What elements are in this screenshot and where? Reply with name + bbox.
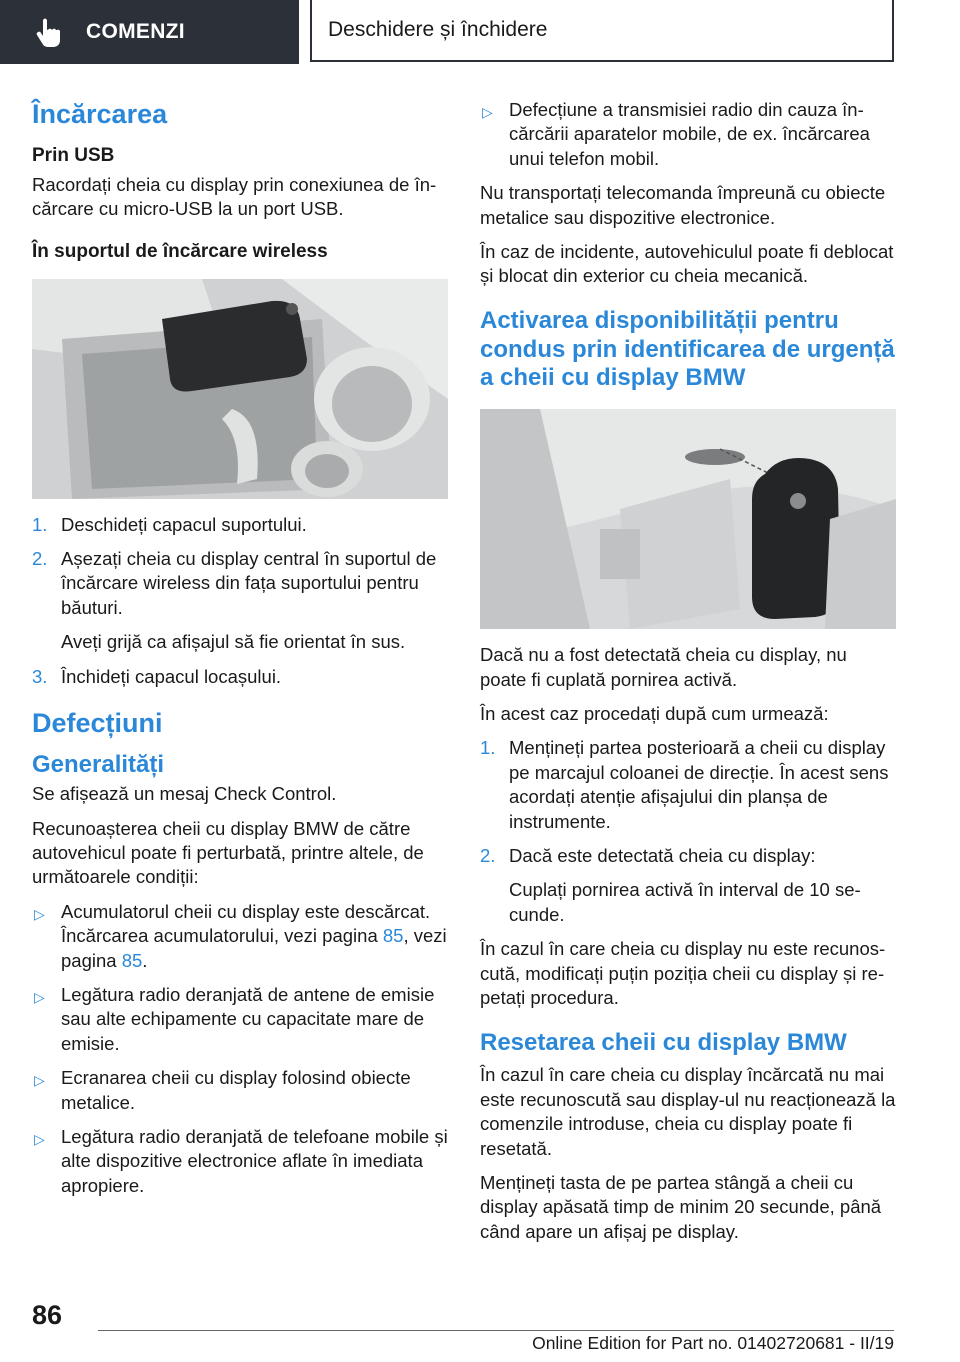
left-column — [32, 98, 448, 1208]
list-item — [480, 844, 896, 927]
triangle-bullet-icon: ▷ — [34, 989, 45, 1006]
bullet-text: , vezi pagina — [61, 925, 447, 971]
step-text: Mențineți partea posterioară a cheii cu display pe marcajul coloanei de direcție. În acest sens acordați atenție afișajului din planșa de instrumente. — [509, 737, 889, 832]
step-number: 1. — [32, 513, 48, 535]
heading-general: Generalități — [32, 751, 165, 779]
heading-faults: Defecțiuni — [32, 708, 163, 739]
conditions-list-continued — [480, 98, 896, 171]
heading-emergency-detection: Activarea disponibilității pentru condus prin identificarea de urgență a cheii cu display BMW — [480, 306, 895, 392]
step-number: 1. — [480, 737, 496, 759]
list-item — [32, 513, 448, 537]
page-number: 86 — [32, 1300, 63, 1330]
step-number: 2. — [32, 547, 48, 569]
metal-objects-paragraph: Nu transportați telecomanda împreună cu obiecte metalice sau dispozitive electronice. — [480, 182, 886, 228]
wireless-charger-photo — [32, 279, 448, 499]
footer-divider — [98, 1330, 894, 1331]
subheading-wireless: În suportul de încărcare wireless — [32, 240, 328, 262]
step-text: Așezați cheia cu display central în suportul de încărcare wireless din fața suportului pentru băuturi. — [61, 547, 437, 618]
header-page-title-tab — [310, 0, 894, 62]
triangle-bullet-icon: ▷ — [34, 1072, 45, 1089]
emergency-steps-list — [480, 736, 896, 927]
page-link[interactable]: 85 — [121, 949, 143, 971]
step-number: 3. — [32, 665, 48, 687]
page-title: Deschidere și închidere — [328, 18, 548, 41]
list-item — [32, 1125, 448, 1198]
page-link[interactable]: 85 — [382, 925, 404, 947]
step-number: 2. — [480, 845, 496, 867]
bullet-text: Acumulatorul cheii cu display este descărcat. Încărcarea acumulatorului, vezi pagina — [61, 900, 431, 947]
reset-paragraph-1: În cazul în care cheia cu display încărcată nu mai este recunoscută sau display-ul nu reacționează la comenzile introduse, cheia cu display poate fi resetată. — [480, 1064, 896, 1159]
list-item — [32, 547, 448, 655]
usb-paragraph: Racordați cheia cu display prin conexiunea de încărcare cu micro-USB la un port USB. — [32, 174, 437, 220]
not-detected-paragraph: Dacă nu a fost detectată cheia cu display, nu poate fi cuplată pornirea activă. — [480, 644, 847, 690]
step-text: Închideți capacul locașului. — [61, 665, 282, 687]
bullet-text: Defecțiune a transmisiei radio din cauza încărcării aparatelor mobile, de ex. încărcarea unui telefon mobil. — [509, 99, 870, 169]
step-note: Cuplați pornirea activă în interval de 10 secunde. — [509, 879, 861, 925]
steering-column-key-photo — [480, 409, 896, 629]
list-item — [32, 1066, 448, 1115]
triangle-bullet-icon: ▷ — [34, 905, 45, 922]
header-section-tab — [0, 0, 299, 64]
general-paragraph-1: Se afișează un mesaj Check Control. — [32, 783, 337, 805]
mechanical-key-paragraph: În caz de incidente, autovehiculul poate fi deblocat și blocat din exterior cu cheia mecanică. — [480, 241, 894, 287]
general-paragraph-2: Recunoașterea cheii cu display BMW de către autovehicul poate fi perturbată, printre altele, de următoarele condiții: — [32, 817, 424, 888]
heading-charging: Încărcarea — [32, 99, 168, 129]
triangle-bullet-icon: ▷ — [34, 1131, 45, 1148]
not-recognized-paragraph: În cazul în care cheia cu display nu este recunoscută, modificați puțin poziția cheii cu display și repetați procedura. — [480, 938, 886, 1009]
triangle-bullet-icon: ▷ — [482, 104, 493, 120]
reset-paragraph-2: Mențineți tasta de pe partea stângă a cheii cu display apăsată timp de minim 20 secunde, până când apare un afișaj pe display. — [480, 1171, 882, 1242]
step-text: Deschideți capacul suportului. — [61, 513, 307, 535]
section-label: COMENZI — [86, 20, 185, 43]
subheading-usb: Prin USB — [32, 145, 115, 167]
bullet-text: Legătura radio deranjată de antene de emisie sau alte echipamente cu capacitate mare de emisie. — [61, 984, 435, 1054]
edition-label: Online Edition for Part no. 01402720681 - II/19 — [532, 1333, 894, 1353]
list-item — [480, 736, 896, 834]
list-item — [32, 983, 448, 1056]
hand-pointer-icon — [32, 15, 66, 49]
step-note: Aveți grijă ca afișajul să fie orientat în sus. — [61, 631, 406, 653]
bullet-text: Legătura radio deranjată de telefoane mobile și alte dispozitive electronice aflate în imediata apropiere. — [61, 1126, 448, 1196]
list-item — [480, 98, 896, 171]
bullet-text: . — [142, 949, 148, 971]
conditions-list — [32, 900, 448, 1198]
step-text: Dacă este detectată cheia cu display: — [509, 845, 816, 867]
heading-reset-key: Resetarea cheii cu display BMW — [480, 1028, 847, 1056]
wireless-steps-list — [32, 513, 448, 689]
list-item — [32, 665, 448, 689]
bullet-text: Ecranarea cheii cu display folosind obiecte metalice. — [61, 1067, 411, 1113]
list-item — [32, 900, 448, 973]
right-column — [480, 98, 896, 1254]
procedure-intro-paragraph: În acest caz procedați după cum urmează: — [480, 703, 829, 725]
